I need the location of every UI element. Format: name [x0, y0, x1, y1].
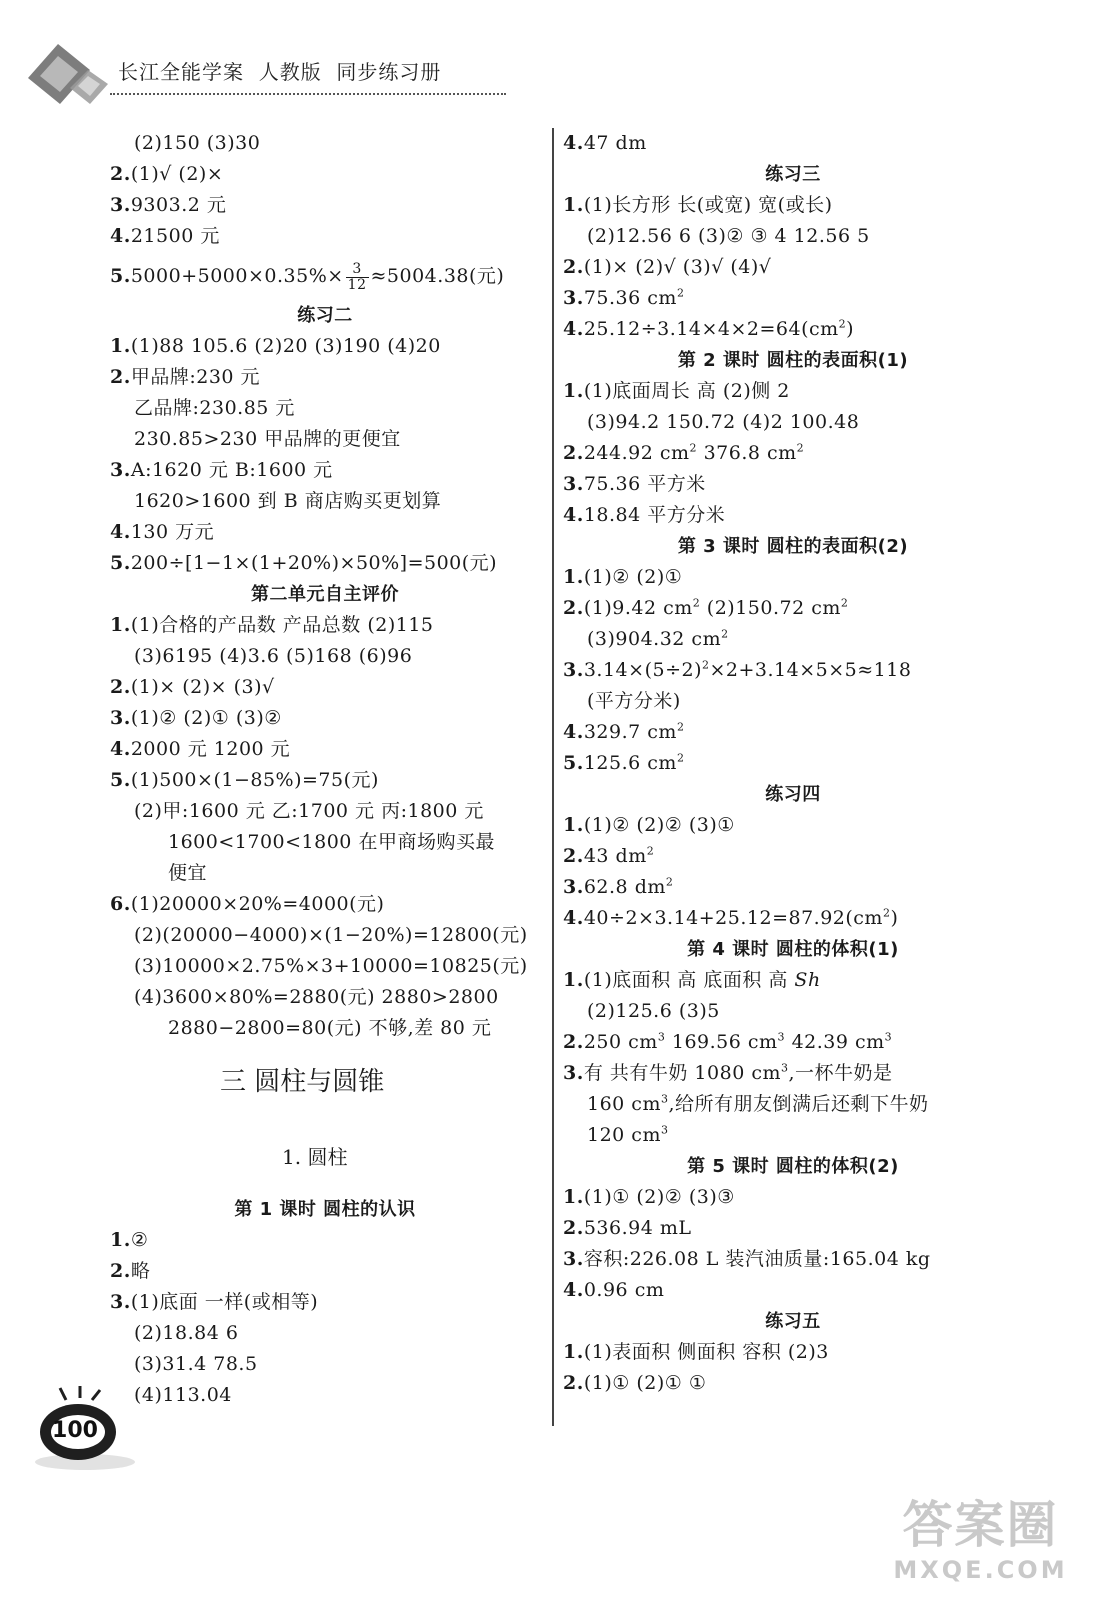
answer-line: (3)904.32 $cm^2$ — [587, 627, 729, 650]
answer-line: (3)10000×2.75%×3+10000=10825(元) — [134, 955, 528, 977]
answer-line: (平方分米) — [587, 690, 681, 712]
answer-line: 3.(1)底面 一样(或相等) — [110, 1291, 319, 1313]
section-heading: 练习四 — [765, 784, 821, 805]
answer-line: 1.(1)② (2)② (3)① — [563, 814, 735, 836]
answer-line: (4)3600×80%=2880(元) 2880>2800 — [134, 986, 499, 1008]
answer-line: 2.(1)9.42 $cm^2$ (2)150.72 $cm^2$ — [563, 596, 849, 619]
page-header — [18, 30, 498, 110]
answer-line: 3.(1)② (2)① (3)② — [110, 707, 282, 729]
header-title: 长江全能学案 人教版 同步练习册 — [118, 60, 442, 84]
answer-line: 1.(1)长方形 长(或宽) 宽(或长) — [563, 194, 833, 216]
answer-line: 1.(1)合格的产品数 产品总数 (2)115 — [110, 614, 434, 636]
answer-line: 3.有 共有牛奶 1080 $cm^3$,一杯牛奶是 — [563, 1061, 893, 1084]
section-heading: 第 4 课时 圆柱的体积(1) — [687, 939, 899, 960]
left-column — [110, 128, 540, 1411]
answer-line: 2.43 $dm^2$ — [563, 844, 655, 867]
subsection-title: 1. 圆柱 — [282, 1145, 348, 1169]
right-column — [563, 128, 1023, 1399]
answer-line: 1.(1)底面周长 高 (2)侧 2 — [563, 380, 790, 402]
answer-line: 4.47 dm — [563, 132, 647, 154]
fraction: $\frac{3}{12}$ — [347, 260, 367, 293]
watermark — [868, 1495, 1093, 1595]
answer-line: (3)94.2 150.72 (4)2 100.48 — [587, 411, 860, 433]
answer-line: 1.(1)② (2)① — [563, 566, 683, 588]
answer-line: 6.(1)20000×20%=4000(元) — [110, 893, 385, 915]
answer-line: 5.200÷[1−1×(1+20%)×50%]=500(元) — [110, 552, 498, 574]
answer-line: 120 $cm^3$ — [587, 1123, 669, 1146]
answer-line: 2880−2800=80(元) 不够,差 80 元 — [168, 1017, 492, 1039]
answer-line: $4.25.12\div 3.14\times 4\times 2=64(cm^2)$ — [563, 317, 855, 340]
answer-line: 1600<1700<1800 在甲商场购买最 — [168, 831, 495, 853]
answer-line: 4.2000 元 1200 元 — [110, 738, 291, 760]
answer-line: 2.略 — [110, 1260, 151, 1282]
answer-line: 便宜 — [168, 862, 208, 884]
answer-line: 乙品牌:230.85 元 — [134, 397, 295, 419]
answer-line: 1620>1600 到 B 商店购买更划算 — [134, 490, 442, 512]
answer-line: 160 $cm^3$,给所有朋友倒满后还剩下牛奶 — [587, 1092, 929, 1115]
answer-line: 3.75.36 平方米 — [563, 473, 706, 495]
answer-line: 2.(1)× (2)× (3)√ — [110, 676, 275, 698]
section-heading: 第 3 课时 圆柱的表面积(2) — [677, 536, 909, 557]
diamond-logo-icon — [18, 30, 114, 110]
answer-line: 3.9303.2 元 — [110, 194, 227, 216]
section-heading: 第 1 课时 圆柱的认识 — [234, 1199, 416, 1220]
answer-line: 1.(1)底面积 高 底面积 高 Sh — [563, 969, 821, 991]
answer-line-fraction: 5.5000+5000×0.35%× $\frac{3}{12}$ ≈5004.38(元) — [110, 260, 505, 293]
answer-line: 4.18.84 平方分米 — [563, 504, 726, 526]
answer-line: 3.容积:226.08 L 装汽油质量:165.04 kg — [563, 1248, 931, 1270]
answer-line: 2.(1)① (2)① ① — [563, 1372, 707, 1394]
answer-line: 4.0.96 cm — [563, 1279, 665, 1301]
section-heading: 练习三 — [765, 164, 821, 185]
answer-line: 5.(1)500×(1−85%)=75(元) — [110, 769, 379, 791]
section-heading: 练习五 — [765, 1311, 821, 1332]
answer-line: (3)31.4 78.5 — [134, 1353, 258, 1375]
header-divider — [110, 93, 506, 95]
answer-line: $4.40\div 2\times 3.14+25.12=87.92(cm^2)$ — [563, 906, 899, 929]
answer-line: 5.125.6 $cm^2$ — [563, 751, 685, 774]
answer-line: (2)(20000−4000)×(1−20%)=12800(元) — [134, 924, 528, 946]
section-heading: 练习二 — [297, 305, 353, 326]
answer-line: 4.329.7 $cm^2$ — [563, 720, 685, 743]
answer-line: 3.75.36 $cm^2$ — [563, 286, 685, 309]
answer-line: (2)甲:1600 元 乙:1700 元 丙:1800 元 — [134, 800, 484, 822]
answer-line: (3)6195 (4)3.6 (5)168 (6)96 — [134, 645, 413, 667]
answer-line: 1.(1)88 105.6 (2)20 (3)190 (4)20 — [110, 335, 441, 357]
answer-line: 2.甲品牌:230 元 — [110, 366, 261, 388]
answer-line: $3.3.14\times(5\div 2)^2\times 2+3.14\times 5\times 5\approx 118$ — [563, 658, 912, 681]
watermark-text: 答案圈 — [902, 1496, 1059, 1554]
answer-line: (2)18.84 6 — [134, 1322, 239, 1344]
chapter-title: 三 圆柱与圆锥 — [220, 1067, 385, 1097]
answer-line: 2.(1)× (2)√ (3)√ (4)√ — [563, 256, 772, 278]
answer-line: (4)113.04 — [134, 1384, 232, 1406]
answer-line: 1.(1)表面积 侧面积 容积 (2)3 — [563, 1341, 829, 1363]
answer-line: 2.536.94 mL — [563, 1217, 692, 1239]
answer-line: 4.21500 元 — [110, 225, 220, 247]
section-heading: 第 2 课时 圆柱的表面积(1) — [677, 350, 909, 371]
answer-line: 1.(1)① (2)② (3)③ — [563, 1186, 735, 1208]
answer-line: 4.130 万元 — [110, 521, 215, 543]
answer-line: 2.250 $cm^3$ 169.56 $cm^3$ 42.39 $cm^3$ — [563, 1030, 893, 1053]
page-number: 100 — [52, 1418, 98, 1443]
answer-line: 230.85>230 甲品牌的更便宜 — [134, 428, 401, 450]
answer-line: (2)12.56 6 (3)② ③ 4 12.56 5 — [587, 225, 870, 247]
answer-line: 3.A:1620 元 B:1600 元 — [110, 459, 333, 481]
answer-line: 2.244.92 $cm^2$ 376.8 $cm^2$ — [563, 441, 805, 464]
answer-line: (2)150 (3)30 — [134, 132, 261, 154]
answer-line: 2.(1)√ (2)× — [110, 163, 224, 185]
column-divider — [552, 128, 554, 1426]
watermark-url: MXQE.COM — [893, 1556, 1068, 1584]
answer-line: (2)125.6 (3)5 — [587, 1000, 720, 1022]
answer-line: 1.② — [110, 1229, 149, 1251]
section-heading: 第二单元自主评价 — [251, 584, 399, 605]
section-heading: 第 5 课时 圆柱的体积(2) — [687, 1156, 899, 1177]
answer-line: 3.62.8 $dm^2$ — [563, 875, 674, 898]
